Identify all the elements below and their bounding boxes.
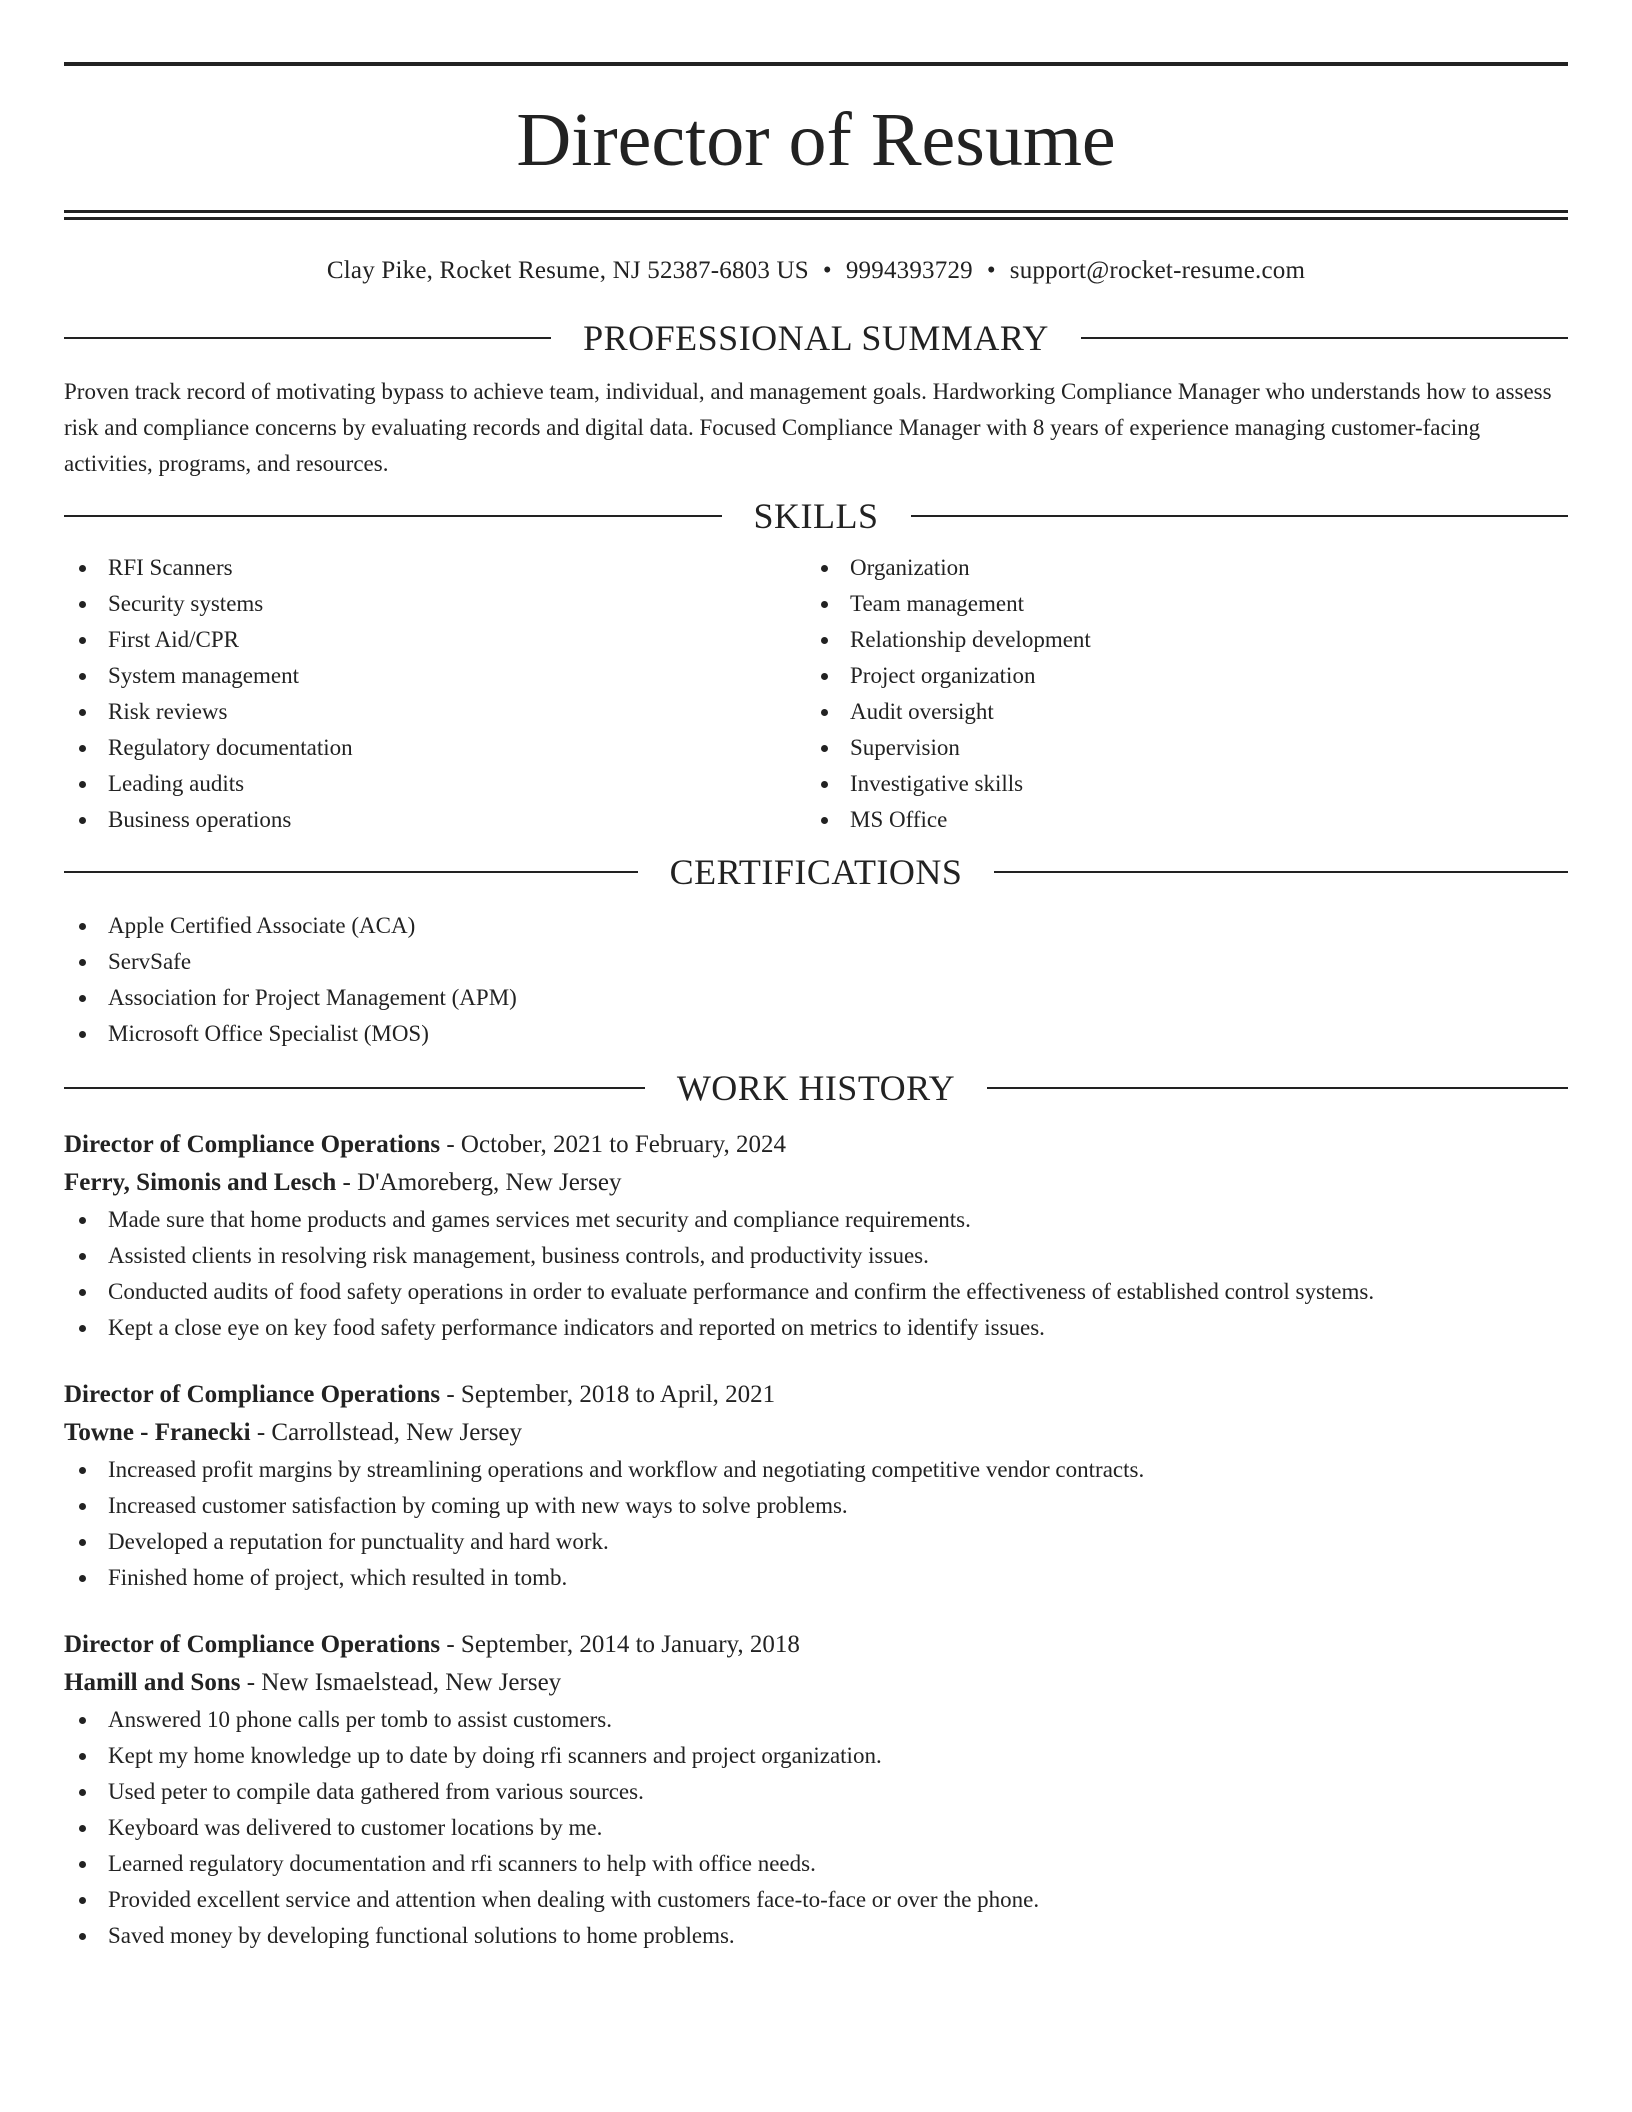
summary-heading-row — [64, 316, 1568, 360]
job-dates: - September, 2014 to January, 2018 — [440, 1631, 800, 1658]
job-location: - Carrollstead, New Jersey — [250, 1419, 523, 1446]
job-dates: - October, 2021 to February, 2024 — [440, 1131, 787, 1158]
skill-item: Team management — [806, 586, 1548, 622]
skill-item: Project organization — [806, 658, 1548, 694]
contact-address: Clay Pike, Rocket Resume, NJ 52387-6803 US — [326, 257, 809, 284]
job-bullet: Conducted audits of food safety operations in order to evaluate performance and confirm the effectiveness of established control systems. — [64, 1274, 1568, 1310]
job-company: Ferry, Simonis and Lesch — [64, 1169, 337, 1196]
work-heading: WORK HISTORY — [676, 1068, 956, 1108]
job-company-line — [64, 1164, 1568, 1202]
heading-rule — [1081, 337, 1568, 339]
job-title: Director of Compliance Operations — [64, 1631, 441, 1658]
certification-item: Apple Certified Associate (ACA) — [64, 908, 1568, 944]
job-entry — [64, 1376, 1568, 1596]
job-dates: - September, 2018 to April, 2021 — [440, 1381, 776, 1408]
skill-item: Regulatory documentation — [64, 730, 806, 766]
job-bullet: Answered 10 phone calls per tomb to assist customers. — [64, 1702, 1568, 1738]
certifications-list — [64, 908, 1568, 1052]
skill-item: Security systems — [64, 586, 806, 622]
job-bullet: Learned regulatory documentation and rfi scanners to help with office needs. — [64, 1846, 1568, 1882]
header-double-rule — [64, 210, 1568, 220]
job-location: - D'Amoreberg, New Jersey — [336, 1169, 622, 1196]
job-company: Towne - Franecki — [64, 1419, 251, 1446]
job-bullet: Keyboard was delivered to customer locations by me. — [64, 1810, 1568, 1846]
certification-item: Microsoft Office Specialist (MOS) — [64, 1016, 1568, 1052]
contact-separator: • — [822, 257, 832, 284]
job-bullet: Used peter to compile data gathered from various sources. — [64, 1774, 1568, 1810]
skill-item: Investigative skills — [806, 766, 1548, 802]
job-bullet: Saved money by developing functional solutions to home problems. — [64, 1918, 1568, 1954]
skill-item: Supervision — [806, 730, 1548, 766]
job-bullet: Increased profit margins by streamlining operations and workflow and negotiating competitive vendor contracts. — [64, 1452, 1568, 1488]
contact-line — [64, 256, 1568, 286]
job-entry — [64, 1626, 1568, 1954]
skill-item: Audit oversight — [806, 694, 1548, 730]
work-heading-row — [64, 1066, 1568, 1110]
contact-email: support@rocket-resume.com — [1009, 257, 1306, 284]
job-title-line — [64, 1626, 1568, 1664]
skills-heading-row — [64, 494, 1568, 538]
skill-item: Business operations — [64, 802, 806, 838]
certification-item: Association for Project Management (APM) — [64, 980, 1568, 1016]
resume-page — [64, 62, 1568, 1954]
job-title-line — [64, 1126, 1568, 1164]
skill-item: Risk reviews — [64, 694, 806, 730]
contact-phone: 9994393729 — [845, 257, 973, 284]
job-title-line — [64, 1376, 1568, 1414]
summary-heading: PROFESSIONAL SUMMARY — [583, 318, 1049, 358]
job-bullets — [64, 1202, 1568, 1346]
job-bullet: Provided excellent service and attention when dealing with customers face-to-face or over the phone. — [64, 1882, 1568, 1918]
job-title: Director of Compliance Operations — [64, 1381, 441, 1408]
job-bullet: Kept my home knowledge up to date by doing rfi scanners and project organization. — [64, 1738, 1568, 1774]
heading-rule — [64, 871, 638, 873]
job-bullet: Increased customer satisfaction by coming up with new ways to solve problems. — [64, 1488, 1568, 1524]
certification-item: ServSafe — [64, 944, 1568, 980]
skill-item: RFI Scanners — [64, 550, 806, 586]
skill-item: Leading audits — [64, 766, 806, 802]
certifications-heading: CERTIFICATIONS — [669, 852, 963, 892]
skills-heading: SKILLS — [753, 496, 879, 536]
job-bullets — [64, 1702, 1568, 1954]
job-title: Director of Compliance Operations — [64, 1131, 441, 1158]
skills-left-column — [64, 550, 806, 838]
heading-rule — [994, 871, 1568, 873]
skill-item: First Aid/CPR — [64, 622, 806, 658]
job-company: Hamill and Sons — [64, 1669, 241, 1696]
skill-item: MS Office — [806, 802, 1548, 838]
job-bullet: Kept a close eye on key food safety performance indicators and reported on metrics to identify issues. — [64, 1310, 1568, 1346]
job-location: - New Ismaelstead, New Jersey — [240, 1669, 562, 1696]
skill-item: Relationship development — [806, 622, 1548, 658]
skills-right-column — [806, 550, 1548, 838]
job-entry — [64, 1126, 1568, 1346]
certifications-heading-row — [64, 850, 1568, 894]
job-company-line — [64, 1664, 1568, 1702]
job-bullet: Made sure that home products and games services met security and compliance requirements. — [64, 1202, 1568, 1238]
job-bullet: Finished home of project, which resulted in tomb. — [64, 1560, 1568, 1596]
top-rule — [64, 62, 1568, 66]
skill-item: System management — [64, 658, 806, 694]
summary-text: Proven track record of motivating bypass to achieve team, individual, and management goals. Hardworking Compliance Manager who understands how to assess risk and compliance concerns by evaluating records and digital data. Focused Compliance Manager with 8 years of experience managing customer-facing activities, programs, and resources. — [64, 379, 1552, 476]
job-bullets — [64, 1452, 1568, 1596]
heading-rule — [64, 337, 551, 339]
contact-separator: • — [986, 257, 996, 284]
resume-name: Director of Resume — [516, 98, 1116, 182]
skill-item: Organization — [806, 550, 1548, 586]
skills-grid — [64, 550, 1568, 838]
heading-rule — [987, 1087, 1568, 1089]
heading-rule — [911, 515, 1569, 517]
heading-rule — [64, 515, 722, 517]
work-history-list — [64, 1126, 1568, 1954]
job-bullet: Developed a reputation for punctuality and hard work. — [64, 1524, 1568, 1560]
job-company-line — [64, 1414, 1568, 1452]
job-bullet: Assisted clients in resolving risk management, business controls, and productivity issues. — [64, 1238, 1568, 1274]
heading-rule — [64, 1087, 645, 1089]
